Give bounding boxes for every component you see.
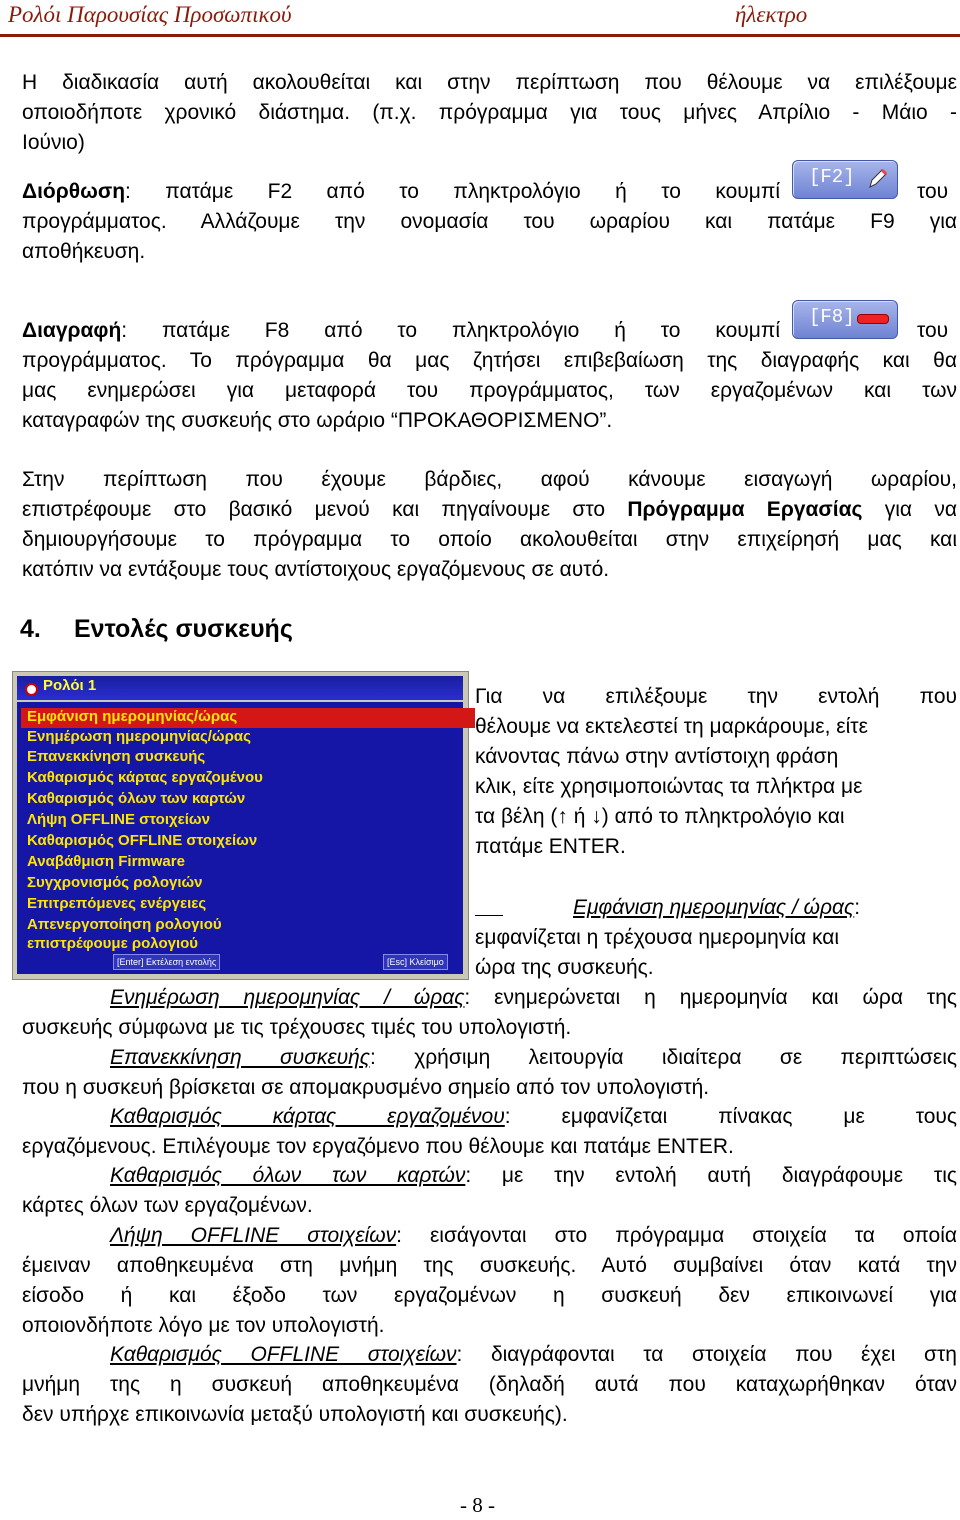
command-2-line-1: Ενημέρωση ημερομηνίας / ώρας: ενημερώνεται η ημερομηνία και ώρα της <box>110 986 957 1009</box>
command-3-line-1: Επανεκκίνηση συσκευής: χρήσιμη λειτουργία ιδιαίτερα σε περιπτώσεις <box>110 1046 957 1069</box>
command-6-line-4: οποιονδήποτε λόγο με τον υπολογιστή. <box>22 1314 385 1337</box>
command-2-term: Ενημέρωση ημερομηνίας / ώρας <box>110 986 465 1009</box>
pencil-icon <box>867 167 887 191</box>
menu-pane <box>17 702 463 974</box>
shifts-line-1: Στην περίπτωση που έχουμε βάρδιες, αφού κάνουμε εισαγωγή ωραρίου, <box>22 468 957 491</box>
shifts-line-2: επιστρέφουμε στο βασικό μενού και πηγαίνουμε στο Πρόγραμμα Εργασίας για να <box>22 498 958 521</box>
command-6-term: Λήψη OFFLINE στοιχείων <box>110 1224 397 1247</box>
deletion-term: Διαγραφή <box>22 319 122 342</box>
command-7-line-2: μνήμη της η συσκευή αποθηκευμένα (δηλαδή αυτά που καταχωρήθηκαν όταν <box>22 1373 957 1396</box>
menu-item[interactable]: Επανεκκίνηση συσκευής <box>27 748 206 765</box>
intro-line-1: Η διαδικασία αυτή ακολουθείται και στην περίπτωση που θέλουμε να επιλέξουμε <box>22 71 957 94</box>
f8-delete-button[interactable]: [F8] <box>792 300 898 339</box>
command-2-line-2: συσκευής σύμφωνα με τις τρέχουσες τιμές του υπολογιστή. <box>22 1016 572 1039</box>
command-7-line-3: δεν υπήρχε επικοινωνία μεταξύ υπολογιστή και συσκευής). <box>22 1403 568 1426</box>
command-5-line-1: Καθαρισμός όλων των καρτών: με την εντολή αυτή διαγράφουμε τις <box>110 1164 957 1187</box>
deletion-line-3: μας ενημερώσει για μεταφορά του προγράμματος, των εργαζομένων και των <box>22 379 957 402</box>
command-4-line-2: εργαζόμενους. Επιλέγουμε τον εργαζόμενο που θέλουμε και πατάμε ENTER. <box>22 1135 734 1158</box>
menu-item[interactable]: Απενεργοποίηση ρολογιού <box>27 916 222 933</box>
command-3-term: Επανεκκίνηση συσκευής <box>110 1046 371 1069</box>
close-hint[interactable]: [Esc] Κλείσιμο <box>383 954 448 970</box>
correction-line-3: αποθήκευση. <box>22 240 146 263</box>
command-1-line-3: ώρα της συσκευής. <box>475 956 654 979</box>
deletion-line-4: καταγραφών της συσκευής στο ωράριο “ΠΡΟΚΑΘΟΡΙΣΜΕΝΟ”. <box>22 409 613 432</box>
correction-term: Διόρθωση <box>22 180 126 203</box>
menu-item[interactable]: Λήψη OFFLINE στοιχείων <box>27 811 210 828</box>
f2-edit-button[interactable]: [F2] <box>792 160 898 199</box>
side-text-3: κάνοντας πάνω στην αντίστοιχη φράση <box>475 745 839 768</box>
header-title: Ρολόι Παρουσίας Προσωπικού <box>8 2 292 27</box>
shifts-line-4: κατόπιν να εντάξουμε τους αντίστοιχους εργαζόμενους σε αυτό. <box>22 558 610 581</box>
command-6-line-3: είσοδο ή και έξοδο των εργαζομένων η συσκευή δεν επικοινωνεί για <box>22 1284 957 1307</box>
correction-line-1-end: του <box>917 180 949 203</box>
work-schedule-term: Πρόγραμμα Εργασίας <box>627 498 863 521</box>
menu-item[interactable]: Αναβάθμιση Firmware <box>27 853 185 870</box>
intro-line-3: Ιούνιο) <box>22 131 85 154</box>
command-4-line-1: Καθαρισμός κάρτας εργαζομένου: εμφανίζεται πίνακας με τους <box>110 1105 957 1128</box>
correction-line-1: Διόρθωση: πατάμε F2 από το πληκτρολόγιο ή το κουμπί <box>22 180 780 203</box>
header-brand: ήλεκτρο <box>735 2 808 27</box>
radio-dot-icon <box>25 683 38 696</box>
command-1-line-1: Εμφάνιση ημερομηνίας / ώρας: <box>475 893 957 923</box>
shifts-line-3: δημιουργήσουμε το πρόγραμμα το οποίο ακολουθείται στην επιχείρησή μας και <box>22 528 957 551</box>
command-6-line-1: Λήψη OFFLINE στοιχείων: εισάγονται στο πρόγραμμα στοιχεία τα οποία <box>110 1224 957 1247</box>
menu-item[interactable]: Καθαρισμός κάρτας εργαζομένου <box>27 769 263 786</box>
minus-icon <box>857 314 889 324</box>
menu-item[interactable]: Συγχρονισμός ρολογιών <box>27 874 203 891</box>
menu-item[interactable]: Ενημέρωση ημερομηνίας/ώρας <box>27 728 251 745</box>
command-1-term: Εμφάνιση ημερομηνίας / ώρας <box>573 896 855 919</box>
side-text-1: Για να επιλέξουμε την εντολή που <box>475 685 957 708</box>
menu-item[interactable]: Καθαρισμός όλων των καρτών <box>27 790 246 807</box>
menu-item[interactable]: Καθαρισμός OFFLINE στοιχείων <box>27 832 258 849</box>
screenshot-titlebar: Ρολόι 1 <box>17 676 463 700</box>
side-text-2: θέλουμε να εκτελεστεί τη μαρκάρουμε, είτε <box>475 715 868 738</box>
command-4-term: Καθαρισμός κάρτας εργαζομένου <box>110 1105 505 1128</box>
command-1-line-2: εμφανίζεται η τρέχουσα ημερομηνία και <box>475 926 840 949</box>
command-5-line-2: κάρτες όλων των εργαζομένων. <box>22 1194 313 1217</box>
menu-item[interactable]: επιστρέφουμε ρολογιού <box>27 935 199 952</box>
command-6-line-2: έμειναν αποθηκευμένα στη μνήμη της συσκευής. Αυτό συμβαίνει όταν κατά την <box>22 1254 957 1277</box>
side-text-6: πατάμε ENTER. <box>475 835 626 858</box>
correction-line-2: προγράμματος. Αλλάζουμε την ονομασία του ωραρίου και πατάμε F9 για <box>22 210 957 233</box>
header-rule <box>0 34 960 37</box>
device-menu-screenshot <box>12 671 469 980</box>
command-5-term: Καθαρισμός όλων των καρτών <box>110 1164 466 1187</box>
deletion-line-1-end: του <box>917 319 949 342</box>
page-number: - 8 - <box>460 1493 495 1517</box>
deletion-line-1: Διαγραφή: πατάμε F8 από το πληκτρολόγιο ή το κουμπί <box>22 319 780 342</box>
side-text-5: τα βέλη (↑ ή ↓) από το πληκτρολόγιο και <box>475 805 845 828</box>
menu-item[interactable]: Εμφάνιση ημερομηνίας/ώρας <box>21 708 475 728</box>
menu-item[interactable]: Επιτρεπόμενες ενέργειες <box>27 895 207 912</box>
execute-hint[interactable]: [Enter] Εκτέλεση εντολής <box>113 954 220 970</box>
command-7-term: Καθαρισμός OFFLINE στοιχείων <box>110 1343 457 1366</box>
command-7-line-1: Καθαρισμός OFFLINE στοιχείων: διαγράφονται τα στοιχεία που έχει στη <box>110 1343 957 1366</box>
deletion-line-2: προγράμματος. Το πρόγραμμα θα μας ζητήσει επιβεβαίωση της διαγραφής και θα <box>22 349 957 372</box>
intro-line-2: οποιοδήποτε χρονικό διάστημα. (π.χ. πρόγραμμα για τους μήνες Απρίλιο - Μάιο - <box>22 101 957 124</box>
command-3-line-2: που η συσκευή βρίσκεται σε απομακρυσμένο σημείο από τον υπολογιστή. <box>22 1076 710 1099</box>
side-text-4: κλικ, είτε χρησιμοποιώντας τα πλήκτρα με <box>475 775 863 798</box>
